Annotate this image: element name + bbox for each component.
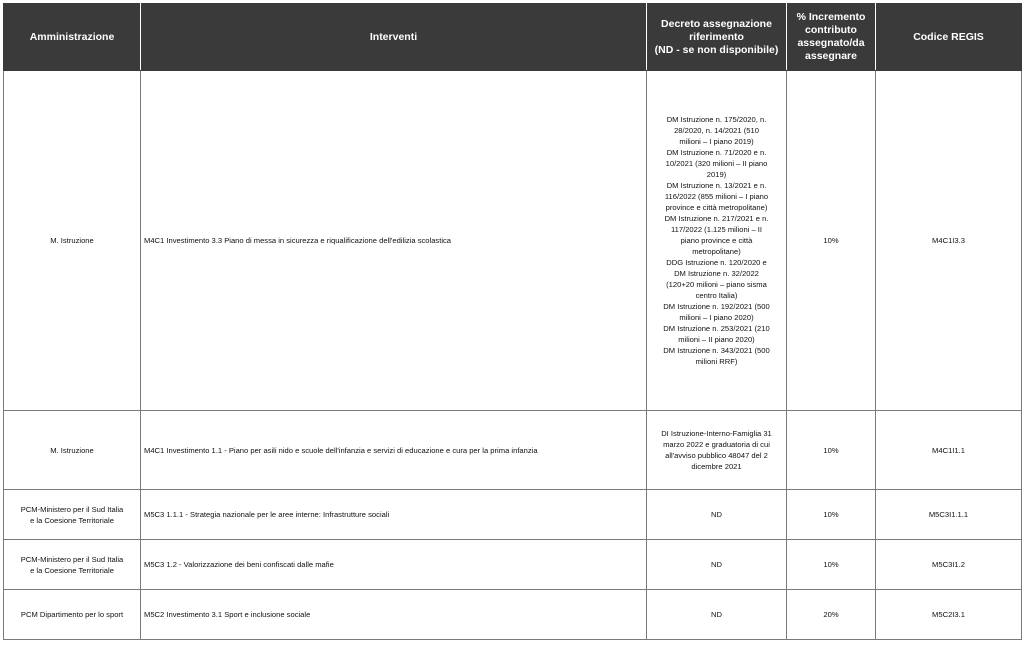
cell-amministrazione: PCM-Ministero per il Sud Italia e la Coesione Territoriale [4,540,141,590]
cell-codice-regis: M5C2I3.1 [876,590,1022,640]
cell-intervento: M5C2 Investimento 3.1 Sport e inclusione sociale [141,590,647,640]
cell-amministrazione: PCM-Ministero per il Sud Italia e la Coesione Territoriale [4,490,141,540]
table-row [4,490,1022,540]
cell-codice-regis: M4C1I3.3 [876,71,1022,411]
cell-intervento: M4C1 Investimento 3.3 Piano di messa in sicurezza e riqualificazione dell'edilizia scolastica [141,71,647,411]
cell-decreto: ND [647,540,787,590]
cell-incremento: 20% [787,590,876,640]
header-codice-regis: Codice REGIS [876,4,1022,71]
header-decreto: Decreto assegnazione riferimento (ND - se non disponibile) [647,4,787,71]
interventi-table [3,3,1022,640]
cell-incremento: 10% [787,411,876,490]
cell-decreto: DI Istruzione-Interno-Famiglia 31 marzo 2022 e graduatoria di cui all'avviso pubblico 48047 del 2 dicembre 2021 [647,411,787,490]
header-amministrazione: Amministrazione [4,4,141,71]
cell-decreto: ND [647,590,787,640]
cell-amministrazione: M. Istruzione [4,71,141,411]
cell-codice-regis: M4C1I1.1 [876,411,1022,490]
cell-intervento: M4C1 Investimento 1.1 - Piano per asili nido e scuole dell'infanzia e servizi di educazione e cura per la prima infanzia [141,411,647,490]
header-incremento: % Incremento contributo assegnato/da assegnare [787,4,876,71]
table-row [4,71,1022,411]
table-row [4,411,1022,490]
cell-decreto: DM Istruzione n. 175/2020, n. 28/2020, n. 14/2021 (510 milioni – I piano 2019) DM Istruzione n. 71/2020 e n. 10/2021 (320 milioni – II piano 2019) DM Istruzione n. 13/2021 e n. 116/2022 (855 milioni – I piano province e città metropolitane) DM Istruzione n. 217/2021 e n. 117/2022 (1.125 milioni – II piano province e città metropolitane) DDG Istruzione n. 120/2020 e DM Istruzione n. 32/2022 (120+20 milioni – piano sisma centro Italia) DM Istruzione n. 192/2021 (500 milioni – I piano 2020) DM Istruzione n. 253/2021 (210 milioni – II piano 2020) DM Istruzione n. 343/2021 (500 milioni RRF) [647,71,787,411]
cell-intervento: M5C3 1.1.1 - Strategia nazionale per le aree interne: Infrastrutture sociali [141,490,647,540]
cell-amministrazione: PCM Dipartimento per lo sport [4,590,141,640]
cell-incremento: 10% [787,490,876,540]
header-interventi: Interventi [141,4,647,71]
table-row [4,590,1022,640]
cell-incremento: 10% [787,71,876,411]
cell-codice-regis: M5C3I1.2 [876,540,1022,590]
table-row [4,540,1022,590]
cell-incremento: 10% [787,540,876,590]
cell-amministrazione: M. Istruzione [4,411,141,490]
cell-decreto: ND [647,490,787,540]
table-header-row [4,4,1022,71]
cell-intervento: M5C3 1.2 - Valorizzazione dei beni confiscati dalle mafie [141,540,647,590]
cell-codice-regis: M5C3I1.1.1 [876,490,1022,540]
